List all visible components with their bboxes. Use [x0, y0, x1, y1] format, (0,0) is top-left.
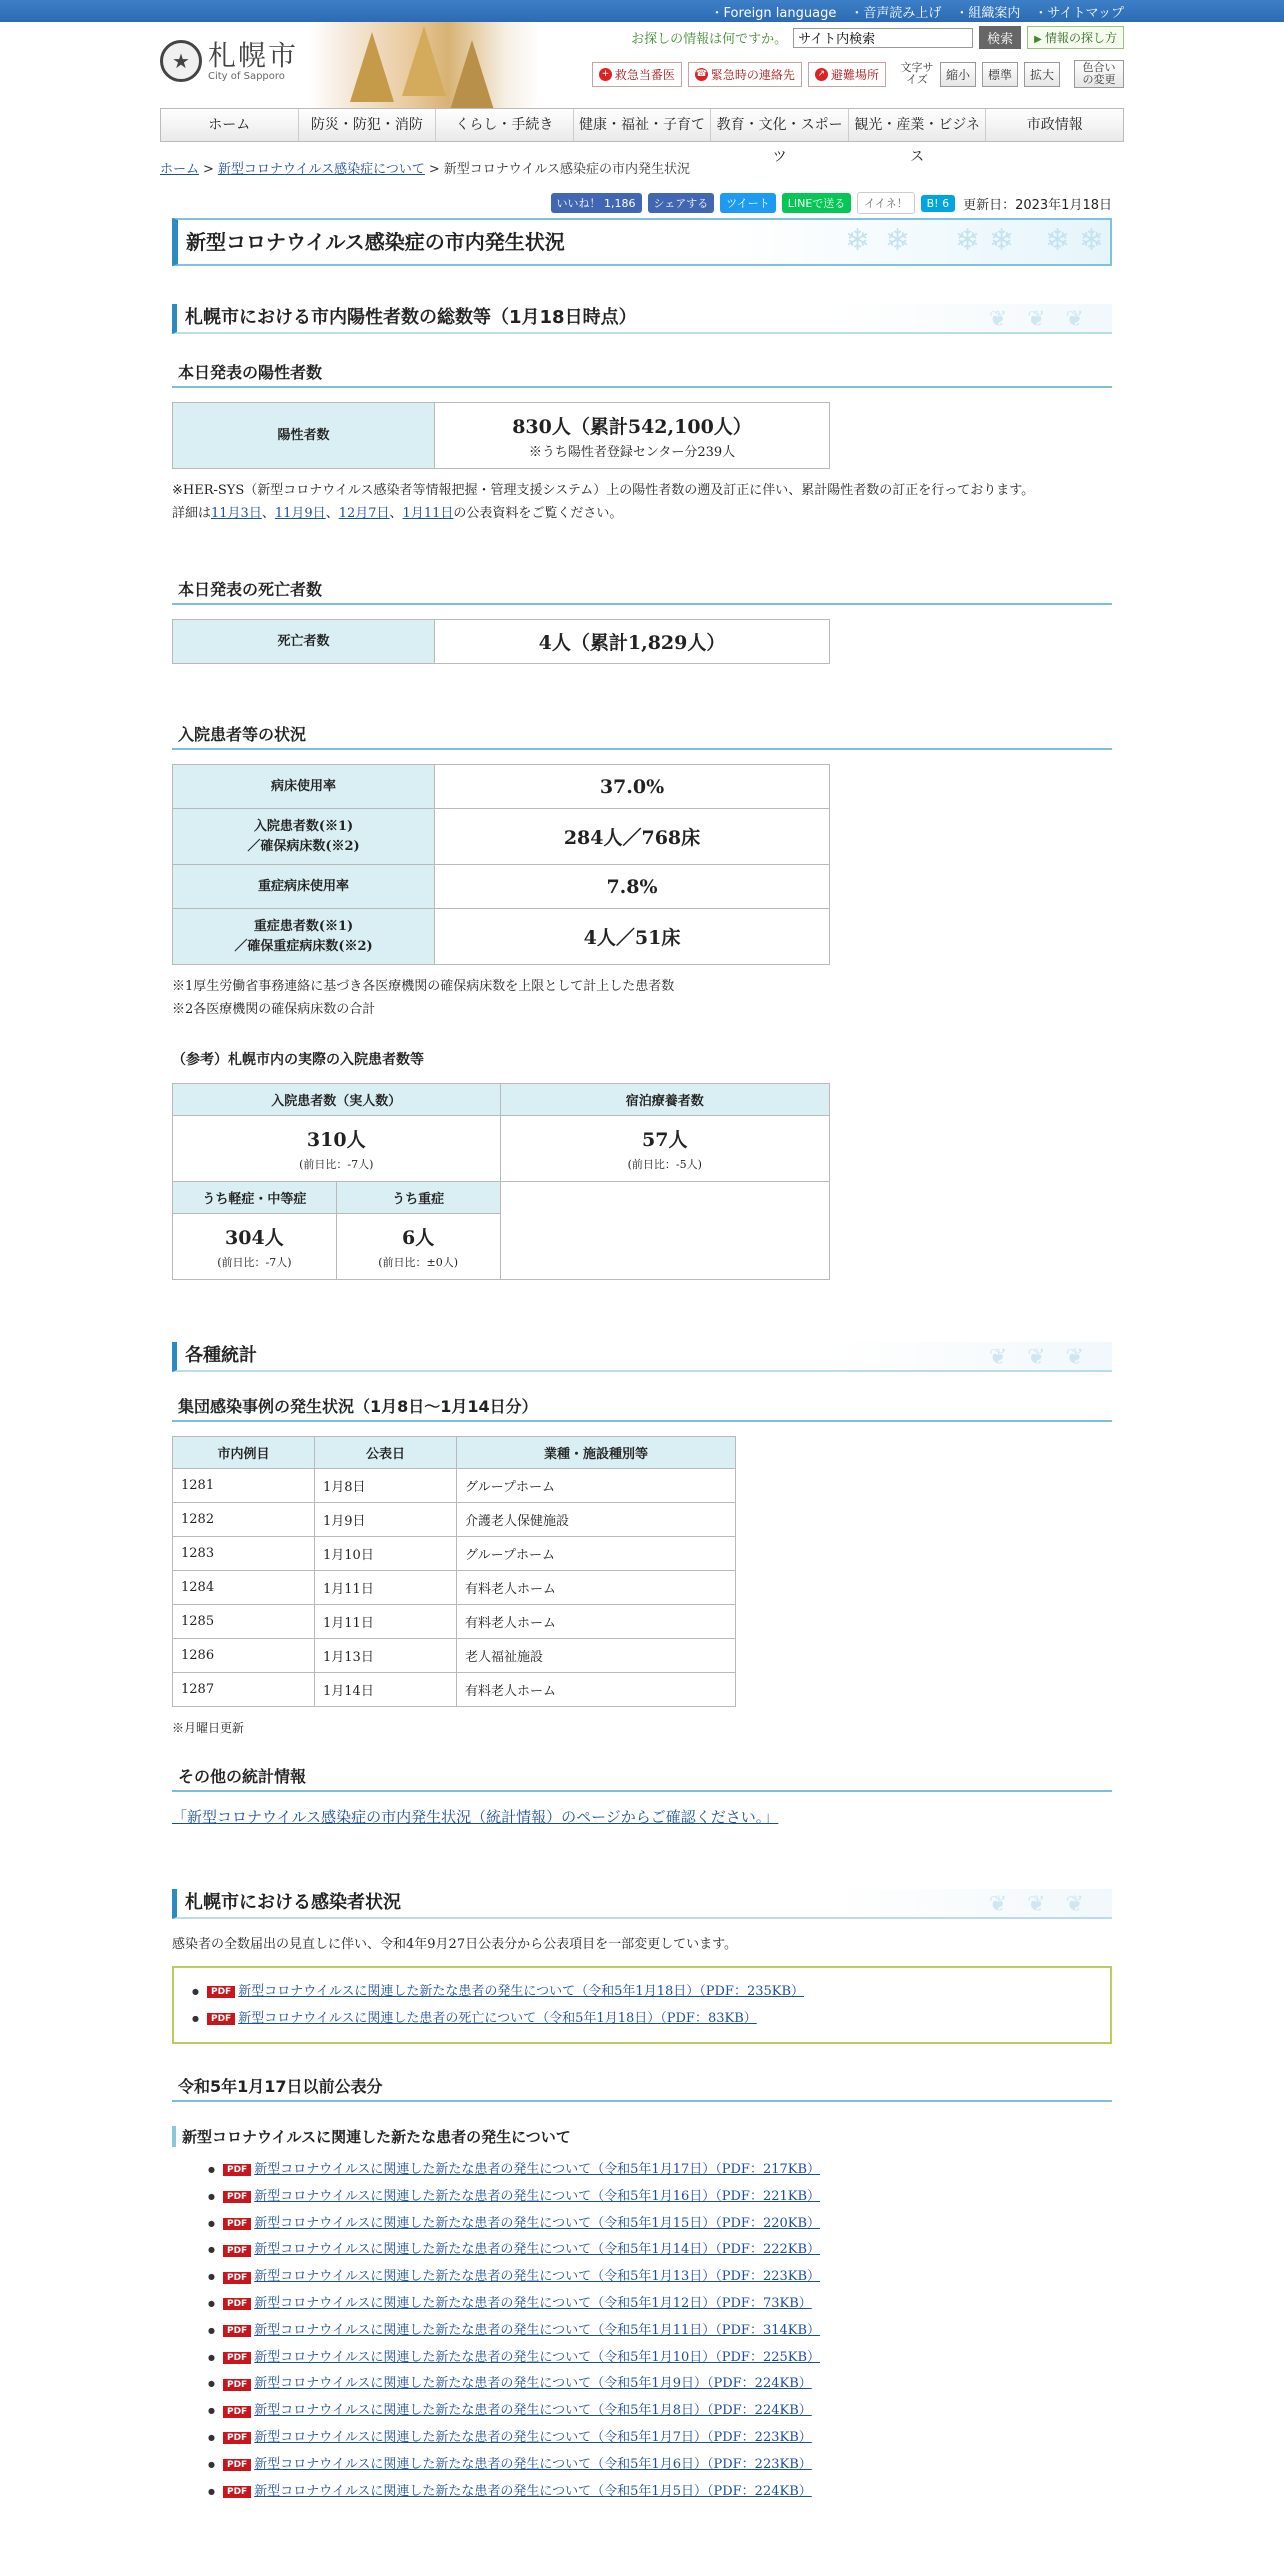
twitter-tweet-button[interactable]: ツイート	[720, 193, 775, 213]
search-button[interactable]: 検索	[979, 26, 1021, 49]
list-item	[192, 1978, 1092, 2005]
ref-mild-value: 304人	[225, 1227, 284, 1249]
patients-pdf-link[interactable]: 新型コロナウイルスに関連した新たな患者の発生について（令和5年1月14日）（PDF：222KB）	[254, 2242, 821, 2258]
snowflake-icon: ❄	[1044, 223, 1070, 258]
reference-table	[172, 1083, 830, 1280]
header-hero-image	[310, 22, 540, 108]
clusters-col-facility: 業種・施設種別等	[457, 1437, 736, 1469]
pdf-icon: ● PDF	[223, 2459, 251, 2471]
section-infection-heading: 札幌市における感染者状況 ❦❦❦	[172, 1889, 1112, 1919]
pdf-icon: ● PDF	[223, 2191, 251, 2203]
nav-education[interactable]: 教育・文化・スポーツ	[711, 109, 849, 141]
breadcrumb-home[interactable]: ホーム	[160, 162, 200, 177]
clusters-note: ※月曜日更新	[172, 1721, 245, 1735]
list-item	[208, 2157, 1112, 2184]
hospital-row-label: 重症患者数(※1) ／確保重症病床数(※2)	[173, 909, 435, 965]
evacuation-icon: ↗	[815, 68, 828, 81]
hospital-icon: +	[599, 68, 612, 81]
patients-pdf-link[interactable]: 新型コロナウイルスに関連した新たな患者の発生について（令和5年1月7日）（PDF：223KB）	[254, 2429, 812, 2445]
positives-note: ※HER-SYS（新型コロナウイルス感染者等情報把握・管理支援システム）上の陽性者数の遡及訂正に伴い、累計陽性者数の訂正を行っております。 詳細は11月3日、11月9日、12月7日、1月11日の公表資料をご覧ください。	[172, 483, 1035, 521]
deaths-label: 死亡者数	[173, 620, 435, 664]
pdf-icon: ● PDF	[223, 2325, 251, 2337]
top-utility-bar	[0, 0, 1284, 22]
mixi-like-button[interactable]: イイネ！	[857, 192, 914, 214]
phone-icon: ☎	[695, 68, 708, 79]
other-stats-heading: その他の統計情報	[172, 1764, 1112, 1792]
patients-pdf-link[interactable]: 新型コロナウイルスに関連した新たな患者の発生について（令和5年1月15日）（PDF：220KB）	[254, 2215, 821, 2231]
pdf-icon: ● PDF	[223, 2164, 251, 2176]
font-standard-button[interactable]: 標準	[982, 62, 1018, 87]
list-item	[208, 2318, 1112, 2345]
foreign-language-link[interactable]: ・ Foreign language	[711, 2, 837, 21]
ref-severe-diff: (前日比：±0人)	[378, 1256, 459, 1269]
site-logo[interactable]	[160, 40, 298, 82]
list-item	[208, 2291, 1112, 2318]
pdf-icon: ● PDF	[223, 2352, 251, 2364]
clusters-table	[172, 1436, 736, 1707]
breadcrumb-current: 新型コロナウイルス感染症の市内発生状況	[443, 162, 691, 177]
hospital-row-label: 重症病床使用率	[173, 865, 435, 909]
hospital-notes: ※1厚生労働省事務連絡に基づき各医療機関の確保病床数を上限として計上した患者数 ※2各医療機関の確保病床数の合計	[172, 979, 675, 1017]
sitemap-link[interactable]: ・ サイトマップ	[1034, 2, 1124, 21]
logo-japanese: 札幌市	[208, 38, 299, 72]
social-buttons	[551, 192, 1113, 214]
nav-health[interactable]: 健康・福祉・子育て	[574, 109, 712, 141]
pdf-icon: ● PDF	[223, 2406, 251, 2418]
table-row: 1286 1月13日 老人福祉施設	[173, 1639, 736, 1673]
nav-tourism[interactable]: 観光・産業・ビジネス	[849, 109, 987, 141]
list-item	[208, 2237, 1112, 2264]
search-area	[631, 26, 1124, 49]
ref-col-hotel: 宿泊療養者数	[500, 1084, 830, 1116]
pdf-icon: ● PDF	[223, 2272, 251, 2284]
table-row: 1282 1月9日 介護老人保健施設	[173, 1503, 736, 1537]
nav-living[interactable]: くらし・手続き	[436, 109, 574, 141]
site-header	[160, 22, 1124, 108]
organization-link[interactable]: ・ 組織案内	[955, 2, 1020, 21]
patients-pdf-link[interactable]: 新型コロナウイルスに関連した新たな患者の発生について（令和5年1月5日）（PDF：224KB）	[254, 2483, 812, 2499]
page-title: 新型コロナウイルス感染症の市内発生状況 ❄ ❄ ❄ ❄ ❄ ❄	[172, 218, 1112, 266]
hospital-heading: 入院患者等の状況	[172, 722, 1112, 750]
updated-date: 更新日：2023年1月18日	[963, 197, 1112, 213]
list-item	[208, 2211, 1112, 2238]
section-stats-heading: 各種統計 ❦❦❦	[172, 1342, 1112, 1372]
reference-heading: （参考）札幌市内の実際の入院患者数等	[172, 1052, 424, 1068]
breadcrumb-parent[interactable]: 新型コロナウイルス感染症について	[217, 162, 425, 177]
ref-inpatients-diff: (前日比：-7人)	[299, 1158, 374, 1171]
leaf-ornament-icon: ❦❦❦	[988, 307, 1104, 332]
nav-disaster[interactable]: 防災・防犯・消防	[299, 109, 437, 141]
severe-patients-value: 4人／51床	[583, 927, 681, 949]
patients-pdf-link[interactable]: 新型コロナウイルスに関連した新たな患者の発生について（令和5年1月8日）（PDF：224KB）	[254, 2403, 812, 2419]
font-size-label: 文字サイズ	[900, 61, 934, 86]
list-item	[192, 2005, 1092, 2032]
snowflake-icon: ❄	[1078, 223, 1104, 258]
bed-usage-value: 37.0%	[599, 775, 665, 798]
ref-hotel-value: 57人	[642, 1129, 688, 1151]
positives-table	[172, 402, 830, 469]
ref-hotel-diff: (前日比：-5人)	[627, 1158, 702, 1171]
note-date-link[interactable]: 12月7日	[338, 506, 390, 521]
positives-label: 陽性者数	[173, 403, 435, 469]
patients-pdf-link[interactable]: 新型コロナウイルスに関連した新たな患者の発生について（令和5年1月10日）（PDF：225KB）	[254, 2349, 821, 2365]
nav-home[interactable]: ホーム	[161, 109, 299, 141]
logo-english: City of Sapporo	[208, 70, 285, 82]
utility-links	[711, 2, 1124, 21]
patients-pdf-link[interactable]: 新型コロナウイルスに関連した新たな患者の発生について（令和5年1月11日）（PDF：314KB）	[254, 2322, 821, 2338]
patients-pdf-link[interactable]: 新型コロナウイルスに関連した新たな患者の発生について（令和5年1月16日）（PDF：221KB）	[254, 2188, 821, 2204]
deaths-value: 4人（累計1,829人）	[538, 632, 726, 654]
hatena-bookmark-button[interactable]: B! 6	[921, 195, 955, 212]
table-row: 1285 1月11日 有料老人ホーム	[173, 1605, 736, 1639]
table-row: 1287 1月14日 有料老人ホーム	[173, 1673, 736, 1707]
snowflake-icon: ❄	[844, 223, 870, 258]
search-input[interactable]	[793, 28, 973, 48]
pdf-icon: ● PDF	[223, 2379, 251, 2391]
snowflake-icon: ❄	[954, 223, 980, 258]
pdf-icon: ● PDF	[207, 1986, 235, 1998]
patients-pdf-link[interactable]: 新型コロナウイルスに関連した新たな患者の発生について（令和5年1月9日）（PDF：224KB）	[254, 2376, 812, 2392]
emergency-row	[592, 60, 1124, 88]
ref-severe-value: 6人	[402, 1227, 435, 1249]
facebook-like-button[interactable]: いいね！ 1,186	[551, 193, 642, 213]
font-larger-button[interactable]: 拡大	[1024, 62, 1060, 87]
search-prompt: お探しの情報は何ですか。	[631, 32, 788, 47]
positives-sub: ※うち陽性者登録センター分239人	[528, 444, 736, 460]
patients-pdf-link[interactable]: 新型コロナウイルスに関連した新たな患者の発生について（令和5年1月13日）（PDF：223KB）	[254, 2269, 821, 2285]
snowflake-icon: ❄	[988, 223, 1014, 258]
pdf-icon: ● PDF	[223, 2218, 251, 2230]
pdf-icon: ● PDF	[223, 2245, 251, 2257]
line-share-button[interactable]: LINEで送る	[782, 193, 852, 213]
note-date-link[interactable]: 11月3日	[211, 506, 262, 521]
clusters-heading: 集団感染事例の発生状況（1月8日～1月14日分）	[172, 1394, 1112, 1422]
pdf-icon: ● PDF	[223, 2432, 251, 2444]
patients-pdf-list	[172, 2157, 1112, 2505]
list-item	[208, 2184, 1112, 2211]
deaths-heading: 本日発表の死亡者数	[172, 577, 1112, 605]
color-change-button[interactable]: 色合いの変更	[1074, 60, 1124, 88]
severe-bed-usage-value: 7.8%	[606, 875, 658, 898]
clusters-col-date: 公表日	[315, 1437, 457, 1469]
list-item	[208, 2345, 1112, 2372]
voice-reading-link[interactable]: ・ 音声読み上げ	[850, 2, 941, 21]
list-item	[208, 2264, 1112, 2291]
table-row: 1281 1月8日 グループホーム	[173, 1469, 736, 1503]
ref-mild-label: うち軽症・中等症	[173, 1182, 337, 1214]
positives-value: 830人（累計542,100人）	[512, 415, 752, 438]
note-date-link[interactable]: 11月9日	[274, 506, 326, 521]
ref-severe-label: うち重症	[336, 1182, 500, 1214]
font-smaller-button[interactable]: 縮小	[940, 62, 976, 87]
hospital-table	[172, 764, 830, 965]
clusters-col-case: 市内例目	[173, 1437, 315, 1469]
patients-pdf-link[interactable]: 新型コロナウイルスに関連した新たな患者の発生について（令和5年1月6日）（PDF：223KB）	[254, 2456, 812, 2472]
table-row: 1283 1月10日 グループホーム	[173, 1537, 736, 1571]
latest-patients-pdf-link[interactable]: 新型コロナウイルスに関連した新たな患者の発生について（令和5年1月18日）（PDF：235KB）	[238, 1984, 805, 1999]
find-info-button[interactable]: ▶ 情報の探し方	[1027, 26, 1124, 49]
patients-pdf-link[interactable]: 新型コロナウイルスに関連した新たな患者の発生について（令和5年1月17日）（PDF：217KB）	[254, 2162, 821, 2177]
facebook-share-button[interactable]: シェアする	[648, 193, 715, 213]
pdf-icon: ● PDF	[207, 2013, 235, 2025]
hospital-row-label: 入院患者数(※1) ／確保病床数(※2)	[173, 809, 435, 865]
city-seal-icon: ★	[160, 40, 202, 82]
patients-heading: 新型コロナウイルスに関連した新たな患者の発生について	[172, 2126, 1112, 2147]
list-item	[208, 2452, 1112, 2479]
evacuation-button[interactable]: ↗ 避難場所	[808, 62, 886, 87]
hospital-row-label: 病床使用率	[173, 765, 435, 809]
section-totals-heading: 札幌市における市内陽性者数の総数等（1月18日時点） ❦❦❦	[172, 304, 1112, 334]
list-item	[208, 2371, 1112, 2398]
leaf-ornament-icon: ❦❦❦	[988, 1892, 1104, 1917]
leaf-ornament-icon: ❦❦❦	[988, 1345, 1104, 1370]
emergency-doctor-button[interactable]: + 救急当番医	[592, 62, 682, 87]
before-heading: 令和5年1月17日以前公表分	[172, 2074, 1112, 2102]
nav-city-info[interactable]: 市政情報	[1026, 117, 1083, 133]
list-item	[208, 2398, 1112, 2425]
latest-deaths-pdf-link[interactable]: 新型コロナウイルスに関連した患者の死亡について（令和5年1月18日）（PDF：83KB）	[238, 2011, 757, 2026]
table-row: 1284 1月11日 有料老人ホーム	[173, 1571, 736, 1605]
breadcrumb: ホーム > 新型コロナウイルス感染症について > 新型コロナウイルス感染症の市内発生状況	[160, 162, 691, 177]
ref-blank-cell	[500, 1182, 830, 1280]
note-date-link[interactable]: 1月11日	[402, 506, 454, 521]
snowflake-icon: ❄	[884, 223, 910, 258]
global-nav	[160, 108, 1124, 165]
other-stats-link[interactable]: 「新型コロナウイルス感染症の市内発生状況（統計情報）のページからご確認ください。」	[172, 1808, 779, 1826]
patients-pdf-link[interactable]: 新型コロナウイルスに関連した新たな患者の発生について（令和5年1月12日）（PDF：73KB）	[254, 2295, 812, 2311]
inpatients-value: 284人／768床	[563, 827, 701, 849]
infection-intro: 感染者の全数届出の見直しに伴い、令和4年9月27日公表分から公表項目を一部変更しています。	[172, 1937, 738, 1952]
list-item	[208, 2425, 1112, 2452]
list-item	[208, 2479, 1112, 2506]
emergency-contact-button[interactable]: ☎ 緊急時の連絡先	[688, 62, 802, 87]
ref-inpatients-value: 310人	[306, 1129, 366, 1151]
positives-heading: 本日発表の陽性者数	[172, 360, 1112, 388]
pdf-icon: ● PDF	[223, 2298, 251, 2310]
deaths-table	[172, 619, 830, 664]
main-content	[172, 218, 1112, 2505]
pdf-icon: ● PDF	[223, 2486, 251, 2498]
latest-pdf-box	[172, 1966, 1112, 2044]
ref-mild-diff: (前日比：-7人)	[217, 1256, 292, 1269]
ref-col-inpatients: 入院患者数（実人数）	[173, 1084, 501, 1116]
